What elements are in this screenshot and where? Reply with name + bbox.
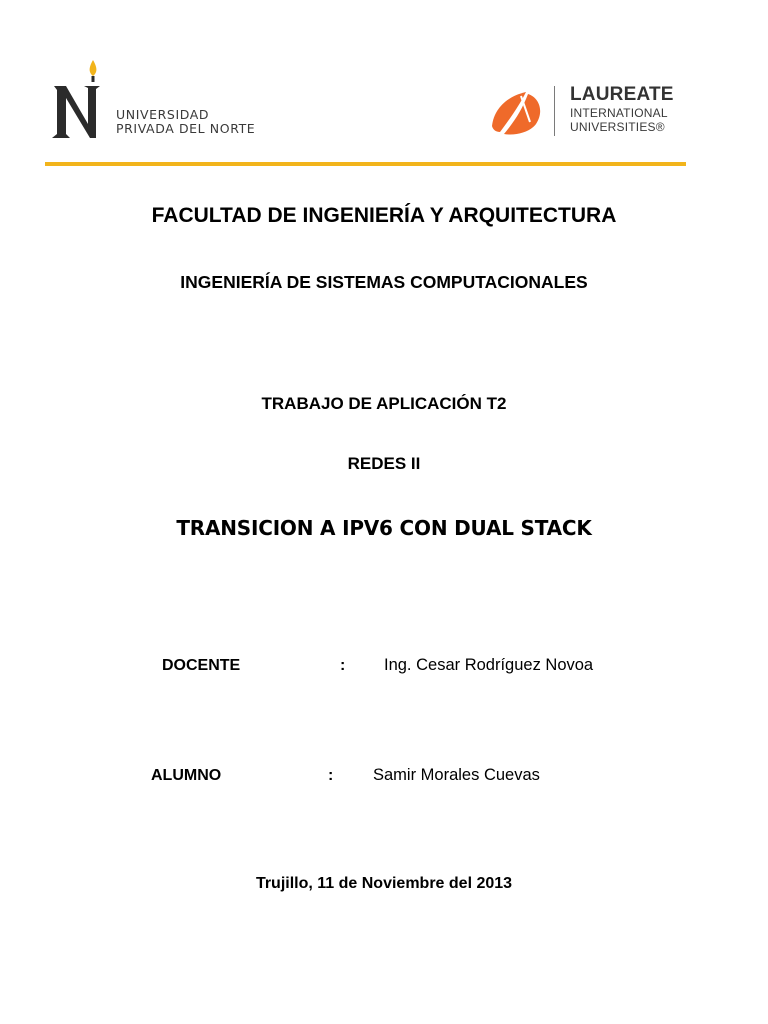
upn-monogram-icon [50, 58, 110, 142]
partner-logo [490, 84, 710, 140]
university-name-line1: UNIVERSIDAD [116, 107, 210, 122]
university-name-line2: PRIVADA DEL NORTE [116, 121, 256, 136]
docente-value: Ing. Cesar Rodríguez Novoa [384, 656, 594, 674]
alumno-separator: : [328, 767, 334, 784]
alumno-value: Samir Morales Cuevas [373, 766, 540, 784]
docente-separator: : [340, 657, 346, 674]
faculty-title: FACULTAD DE INGENIERÍA Y ARQUITECTURA [151, 204, 617, 227]
course-title: REDES II [347, 454, 421, 473]
logo-divider [554, 86, 555, 136]
docente-label: DOCENTE [162, 657, 241, 674]
header-rule [45, 162, 686, 166]
partner-name-sub2: UNIVERSITIES® [570, 120, 665, 134]
topic-title: TRANSICION A IPV6 CON DUAL STACK [176, 516, 592, 540]
university-logo [50, 58, 300, 144]
partner-name [570, 84, 674, 134]
university-name [116, 108, 255, 136]
partner-name-title: LAUREATE [570, 84, 674, 105]
place-date: Trujillo, 11 de Noviembre del 2013 [255, 875, 513, 892]
career-title: INGENIERÍA DE SISTEMAS COMPUTACIONALES [180, 272, 588, 292]
alumno-label: ALUMNO [151, 767, 222, 784]
partner-name-sub1: INTERNATIONAL [570, 106, 668, 120]
work-title: TRABAJO DE APLICACIÓN T2 [261, 394, 507, 413]
laureate-leaf-icon [490, 86, 546, 136]
